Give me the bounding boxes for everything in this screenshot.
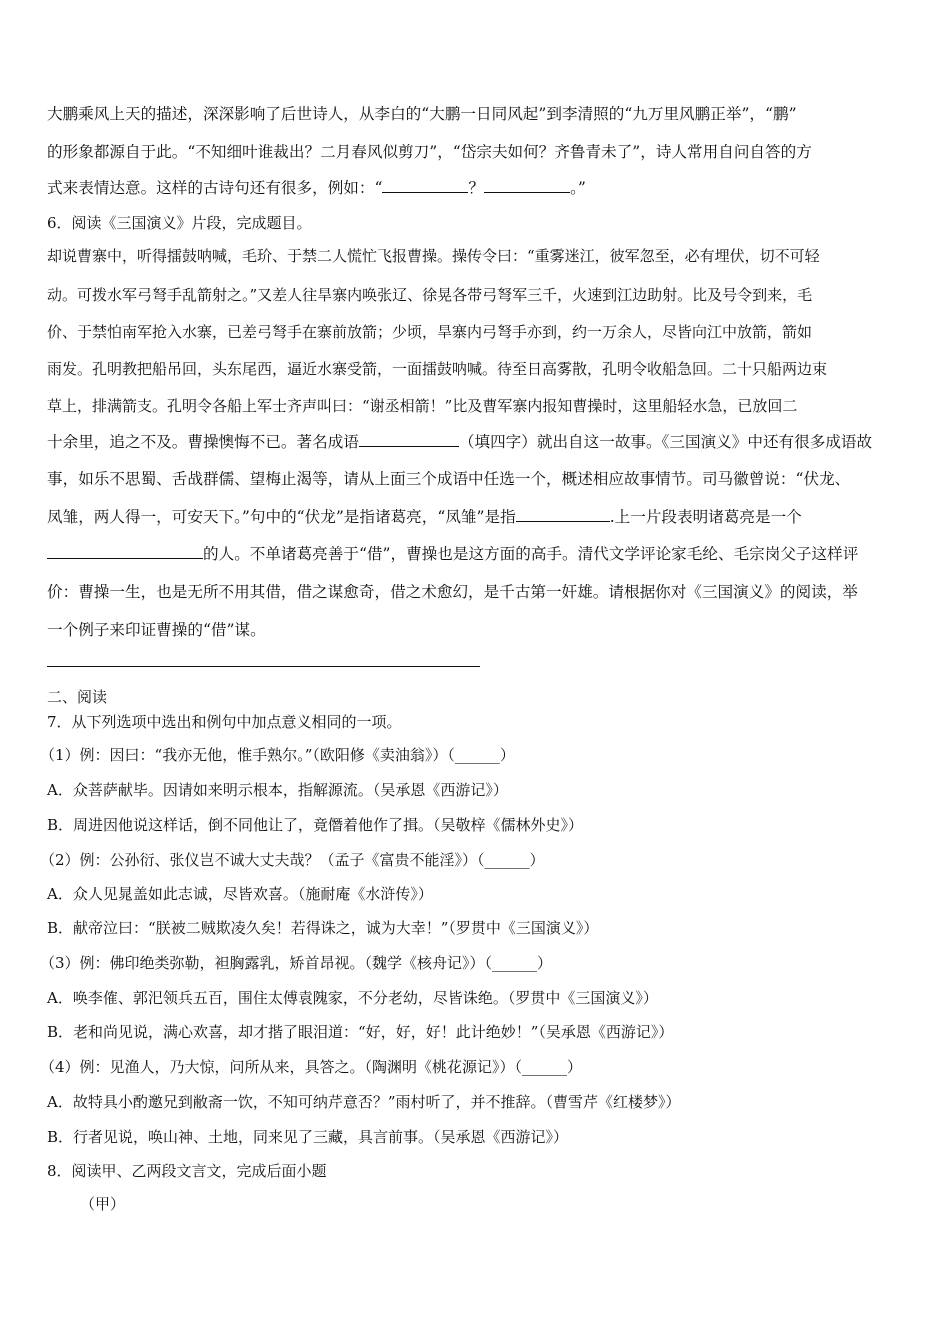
q6-question-line-4: [47, 542, 858, 564]
q5-mark-2: 。”: [570, 179, 586, 197]
q5-line-2: 的形象都源自于此。“不知细叶谁裁出？二月春风似剪刀”，“岱宗夫如何？齐鲁青未了”，诗人常用自问自答的方: [47, 143, 812, 161]
q5-mark-1: ？: [468, 179, 485, 197]
q7-item-1-option-b: B．周进因他说这样话，倒不同他让了，竟僭着他作了揖。（吴敬梓《儒林外史》）: [47, 816, 584, 834]
q6-title: 6．阅读《三国演义》片段，完成题目。: [47, 214, 312, 232]
q8-title: 8．阅读甲、乙两段文言文，完成后面小题: [47, 1162, 327, 1180]
q6-q1-text-b: （填四字）就出自这一故事。《三国演义》中还有很多成语故: [458, 433, 873, 451]
q7-title: 7．从下列选项中选出和例句中加点意义相同的一项。: [47, 713, 402, 731]
q6-excerpt-line-3: 价、于禁怕南军抢入水寨，已差弓弩手在寨前放箭；少顷，旱寨内弓弩手亦到，约一万余人，尽皆向江中放箭，箭如: [47, 323, 813, 341]
section-heading-reading: 二、阅读: [47, 688, 108, 706]
answer-blank-1[interactable]: [382, 178, 468, 193]
q7-item-1-example: （1）例：因曰：“我亦无他，惟手熟尔。”（欧阳修《卖油翁》）（______）: [40, 746, 515, 764]
q6-question-line-3: [47, 505, 802, 527]
q8-passage-jia-label: （甲）: [80, 1195, 126, 1213]
q5-line-3: [47, 176, 586, 198]
q6-excerpt-line-5: 草上，排满箭支。孔明令各船上军士齐声叫曰：“谢丞相箭！”比及曹军寨内报知曹操时，这里船轻水急，已放回二: [47, 397, 798, 415]
q7-item-3-option-b: B．老和尚见说，满心欢喜，却才揩了眼泪道：“好，好，好！此计绝妙！”（吴承恩《西游记》）: [47, 1023, 674, 1041]
idiom-blank[interactable]: [359, 432, 459, 447]
q7-item-2-option-b: B．献帝泣曰：“朕被二贼欺凌久矣！若得诛之，诚为大幸！”（罗贯中《三国演义》）: [47, 919, 599, 937]
q6-question-line-1: [47, 430, 872, 452]
q7-item-4-example: （4）例：见渔人，乃大惊，问所从来，具答之。（陶渊明《桃花源记》）（______）: [40, 1058, 583, 1076]
q6-excerpt-line-2: 动。可拨水军弓弩手乱箭射之。”又差人往旱寨内唤张辽、徐晃各带弓弩军三千，火速到江边助射。比及号令到来，毛: [47, 286, 813, 304]
q7-item-2-example: （2）例：公孙衍、张仪岂不诚大丈夫哉？（孟子《富贵不能淫》）（______）: [40, 851, 545, 869]
q7-item-3-option-a: A．唤李傕、郭汜领兵五百，围住太傅袁隗家，不分老幼，尽皆诛绝。（罗贯中《三国演义》）: [47, 989, 658, 1007]
q7-item-1-option-a: A．众菩萨献毕。因请如来明示根本，指解源流。（吴承恩《西游记》）: [47, 781, 508, 799]
answer-blank-2[interactable]: [484, 178, 570, 193]
q7-item-4-option-b: B．行者见说，唤山神、土地，同来见了三藏，具言前事。（吴承恩《西游记》）: [47, 1128, 569, 1146]
fengchu-blank[interactable]: [516, 507, 610, 522]
q6-q3-text-a: 凤雏，两人得一，可安天下。”句中的“伏龙”是指诸葛亮，“凤雏”是指: [47, 508, 516, 526]
q6-question-line-5: 价：曹操一生，也是无所不用其借，借之谋愈奇，借之术愈幻，是千古第一奸雄。请根据你对《三国演义》的阅读，举: [47, 583, 858, 601]
q6-question-line-2: 事，如乐不思蜀、舌战群儒、望梅止渴等，请从上面三个成语中任选一个，概述相应故事情节。司马徽曾说：“伏龙、: [47, 470, 851, 488]
q7-item-2-option-a: A．众人见晁盖如此志诚，尽皆欢喜。（施耐庵《水浒传》）: [47, 885, 433, 903]
q6-excerpt-line-1: 却说曹寨中，听得擂鼓呐喊，毛玠、于禁二人慌忙飞报曹操。操传令曰：“重雾迷江，彼军忽至，必有埋伏，切不可轻: [47, 247, 820, 265]
q6-q4-text: 的人。不单诸葛亮善于“借”，曹操也是这方面的高手。清代文学评论家毛纶、毛宗岗父子这样评: [203, 545, 859, 563]
q6-question-line-6: 一个例子来印证曹操的“借”谋。: [47, 621, 266, 639]
answer-line[interactable]: [47, 666, 480, 667]
zhuge-liang-trait-blank[interactable]: [47, 544, 203, 559]
q7-item-3-example: （3）例：佛印绝类弥勒，袒胸露乳，矫首昂视。（魏学《核舟记》）（______）: [40, 954, 553, 972]
q6-excerpt-line-4: 雨发。孔明教把船吊回，头东尾西，逼近水寨受箭，一面擂鼓呐喊。待至日高雾散，孔明令收船急回。二十只船两边束: [47, 360, 828, 378]
q5-line-3-text: 式来表情达意。这样的古诗句还有很多，例如：“: [47, 179, 383, 197]
q6-q3-text-b: .上一片段表明诸葛亮是一个: [609, 508, 802, 526]
q5-line-1: 大鹏乘风上天的描述，深深影响了后世诗人，从李白的“大鹏一日同风起”到李清照的“九万里风鹏正举”，“鹏”: [47, 105, 797, 123]
q7-item-4-option-a: A．故特具小酌邀兄到敝斋一饮，不知可纳芹意否？”雨村听了，并不推辞。（曹雪芹《红楼梦》）: [47, 1093, 681, 1111]
q6-q1-text-a: 十余里，追之不及。曹操懊悔不已。著名成语: [47, 433, 359, 451]
